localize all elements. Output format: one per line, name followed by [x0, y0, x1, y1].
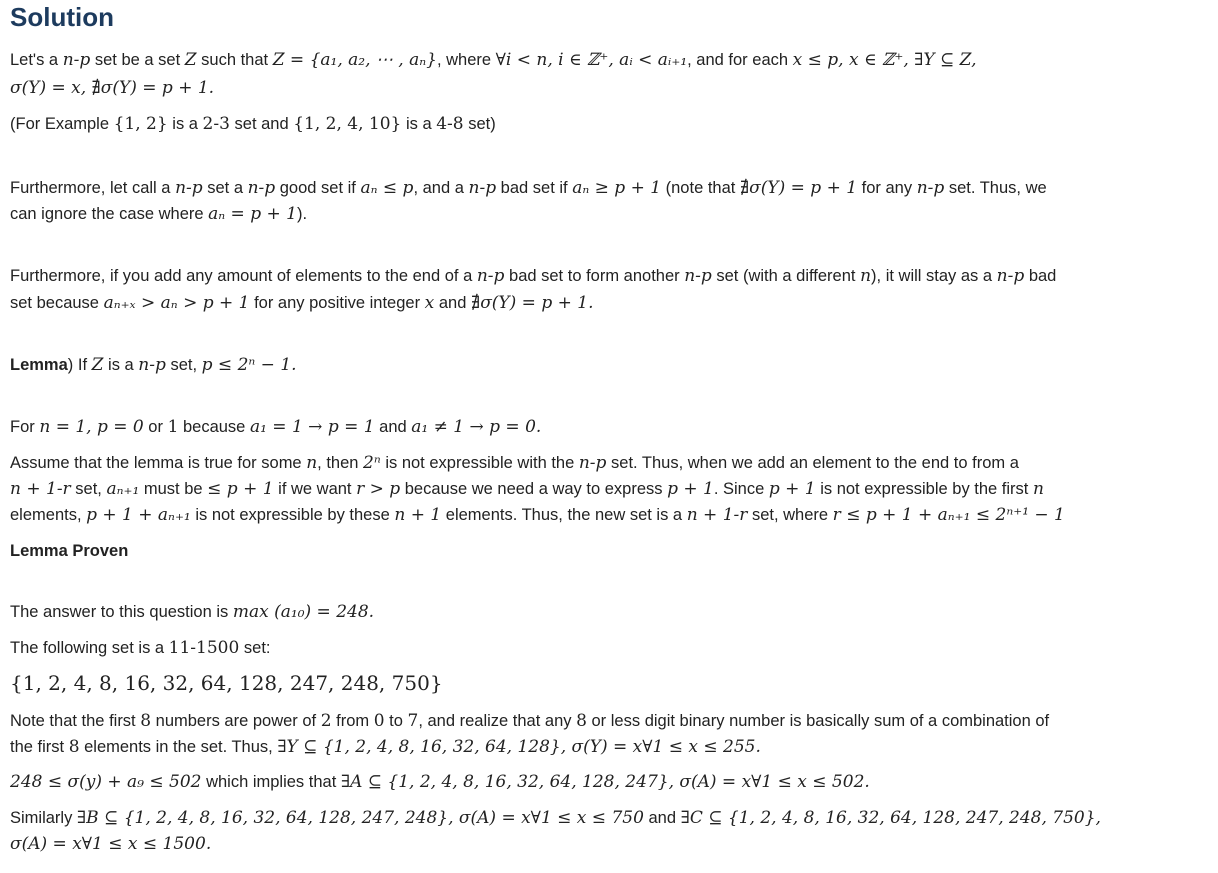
- lemma-statement: Lemma) If Z is a n-p set, p ≤ 2ⁿ − 1.: [10, 355, 297, 375]
- example-set-intro: The following set is a 11-1500 set:: [10, 638, 271, 658]
- example-line: (For Example {1, 2} is a 2-3 set and {1, 2, 4, 10} is a 4-8 set): [10, 114, 496, 134]
- induction-line-2: n + 1-r set, aₙ₊₁ must be ≤ p + 1 if we want r > p because we need a way to express p + 1. Since p + 1 is not expressible by the first n: [10, 479, 1044, 499]
- bad-set-extension-line-2: set because aₙ₊ₓ > aₙ > p + 1 for any positive integer x and ∄σ(Y) = p + 1.: [10, 293, 594, 313]
- definition-line-1: Let's a n-p set be a set Z such that Z = {a₁, a₂, ⋯ , aₙ}, where ∀i < n, i ∈ ℤ⁺, aᵢ < aᵢ₊₁, and for each x ≤ p, x ∈ ℤ⁺, ∃Y ⊆ Z,: [10, 50, 977, 70]
- base-case-line: For n = 1, p = 0 or 1 because a₁ = 1 → p = 1 and a₁ ≠ 1 → p = 0.: [10, 417, 542, 437]
- good-bad-set-line-2: can ignore the case where aₙ = p + 1).: [10, 204, 308, 224]
- similarly-line-1: Similarly ∃B ⊆ {1, 2, 4, 8, 16, 32, 64, 128, 247, 248}, σ(A) = x∀1 ≤ x ≤ 750 and ∃C ⊆ {1, 2, 4, 8, 16, 32, 64, 128, 247, 248, 750},: [10, 808, 1101, 828]
- bad-set-extension-line-1: Furthermore, if you add any amount of elements to the end of a n-p bad set to form another n-p set (with a different n), it will stay as a n-p bad: [10, 266, 1057, 286]
- good-bad-set-line-1: Furthermore, let call a n-p set a n-p good set if aₙ ≤ p, and a n-p bad set if aₙ ≥ p + 1 (note that ∄σ(Y) = p + 1 for any n-p set. Thus, we: [10, 178, 1047, 198]
- lemma-proven: Lemma Proven: [10, 542, 129, 560]
- answer-line: The answer to this question is max (a₁₀) = 248.: [10, 602, 375, 622]
- range-502-line: 248 ≤ σ(y) + a₉ ≤ 502 which implies that ∃A ⊆ {1, 2, 4, 8, 16, 32, 64, 128, 247}, σ(A) = x∀1 ≤ x ≤ 502.: [10, 772, 870, 792]
- solution-heading: Solution: [10, 2, 114, 32]
- example-set: {1, 2, 4, 8, 16, 32, 64, 128, 247, 248, 750}: [10, 671, 443, 695]
- binary-note-line-1: Note that the first 8 numbers are power of 2 from 0 to 7, and realize that any 8 or less digit binary number is basically sum of a combination of: [10, 711, 1050, 731]
- binary-note-line-2: the first 8 elements in the set. Thus, ∃Y ⊆ {1, 2, 4, 8, 16, 32, 64, 128}, σ(Y) = x∀1 ≤ x ≤ 255.: [10, 737, 761, 757]
- induction-line-1: Assume that the lemma is true for some n, then 2ⁿ is not expressible with the n-p set. Thus, when we add an element to the end to from a: [10, 453, 1019, 473]
- definition-line-2: σ(Y) = x, ∄σ(Y) = p + 1.: [10, 78, 215, 98]
- similarly-line-2: σ(A) = x∀1 ≤ x ≤ 1500.: [10, 834, 212, 854]
- induction-line-3: elements, p + 1 + aₙ₊₁ is not expressible by these n + 1 elements. Thus, the new set is a n + 1-r set, where r ≤ p + 1 + aₙ₊₁ ≤ 2ⁿ⁺¹ − 1: [10, 505, 1065, 525]
